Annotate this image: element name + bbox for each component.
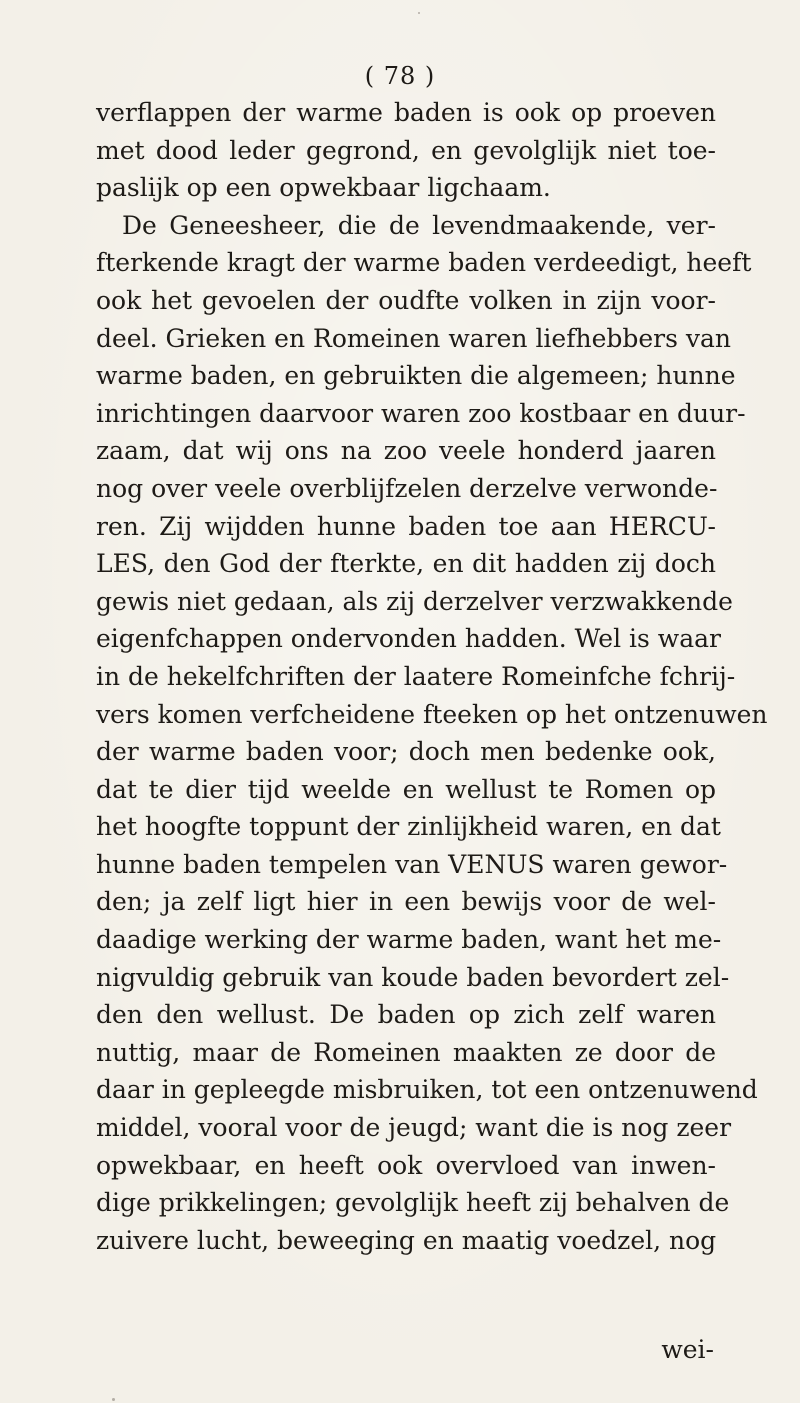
paper-speck	[418, 12, 420, 14]
text-line: eigenfchappen ondervonden hadden. Wel is waar	[96, 624, 721, 654]
text-line: dat te dier tijd weelde en wellust te Romen op	[96, 774, 716, 804]
text-line: het hoogfte toppunt der zinlijkheid waren, en dat	[96, 812, 721, 842]
text-line: zuivere lucht, beweeging en maatig voedzel, nog	[96, 1225, 717, 1255]
text-line: gewis niet gedaan, als zij derzelver verzwakkende	[96, 586, 733, 616]
text-line: inrichtingen daarvoor waren zoo kostbaar en duur-	[96, 398, 746, 428]
text-line: hunne baden tempelen van VENUS waren gewor-	[96, 849, 728, 879]
text-line: daadige werking der warme baden, want het me-	[96, 925, 722, 955]
text-line: daar in gepleegde misbruiken, tot een ontzenuwend	[96, 1075, 758, 1105]
text-line: De Geneesheer, die de levendmaakende, ver-	[122, 210, 716, 240]
body-text	[96, 94, 768, 1259]
text-line: in de hekelfchriften der laatere Romeinfche fchrij-	[96, 661, 736, 691]
text-line: LES, den God der fterkte, en dit hadden zij doch	[96, 549, 716, 579]
text-line: vers komen verfcheidene fteeken op het ontzenuwen	[96, 699, 768, 729]
text-line: dige prikkelingen; gevolglijk heeft zij behalven de	[96, 1188, 730, 1218]
text-line: nuttig, maar de Romeinen maakten ze door de	[96, 1037, 716, 1067]
text-line: paslijk op een opwekbaar ligchaam.	[96, 173, 551, 203]
text-line: nog over veele overblijfzelen derzelve verwonde-	[96, 473, 718, 503]
text-line: den; ja zelf ligt hier in een bewijs voor de wel-	[96, 887, 716, 917]
text-line: opwekbaar, en heeft ook overvloed van inwen-	[96, 1150, 716, 1180]
paper-speck	[112, 1398, 115, 1401]
text-line: fterkende kragt der warme baden verdeedigt, heeft	[96, 248, 752, 278]
page-number: ( 78 )	[364, 62, 436, 90]
text-line: der warme baden voor; doch men bedenke ook,	[96, 737, 716, 767]
catchword: wei-	[661, 1335, 714, 1364]
text-line: warme baden, en gebruikten die algemeen; hunne	[96, 361, 736, 391]
text-line: ook het gevoelen der oudfte volken in zijn voor-	[96, 285, 716, 315]
text-line: middel, vooral voor de jeugd; want die is nog zeer	[96, 1113, 732, 1143]
text-line: met dood leder gegrond, en gevolglijk niet toe-	[96, 135, 716, 165]
text-line: zaam, dat wij ons na zoo veele honderd jaaren	[96, 436, 716, 466]
text-line: den den wellust. De baden op zich zelf waren	[96, 1000, 716, 1030]
text-line: ren. Zij wijdden hunne baden toe aan HERCU-	[96, 511, 716, 541]
text-line: deel. Grieken en Romeinen waren liefhebbers van	[96, 323, 732, 353]
text-line: verflappen der warme baden is ook op proeven	[96, 98, 716, 127]
text-line: nigvuldig gebruik van koude baden bevordert zel-	[96, 962, 730, 992]
